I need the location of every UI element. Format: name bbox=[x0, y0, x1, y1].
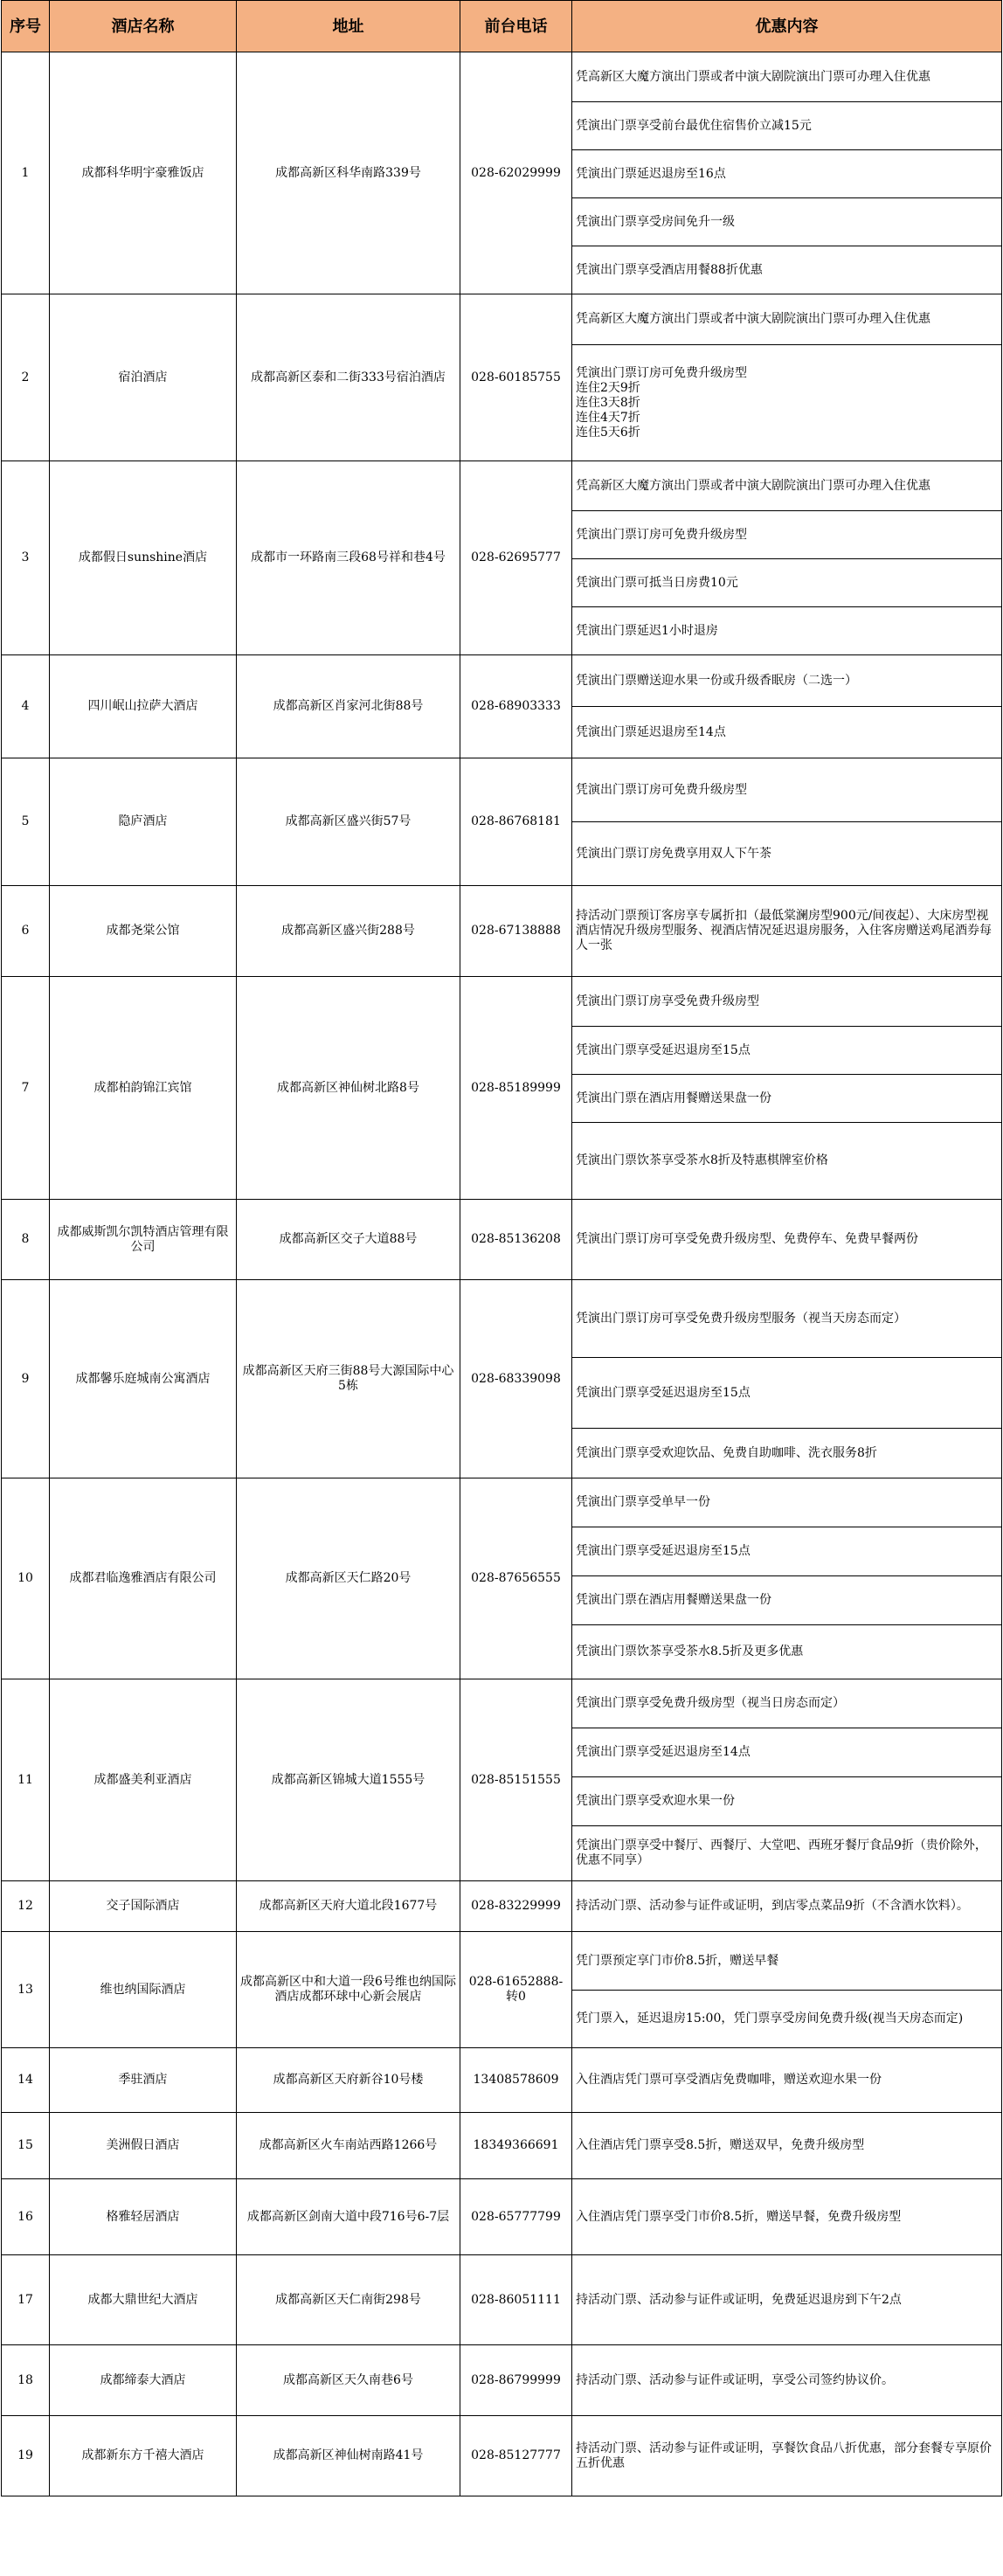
header-phone: 前台电话 bbox=[460, 1, 572, 52]
offer-item: 凭演出门票享受单早一份 bbox=[572, 1478, 1002, 1527]
hotel-phone: 028-83229999 bbox=[460, 1881, 572, 1932]
table-row bbox=[2, 1478, 1002, 1527]
row-number: 6 bbox=[2, 886, 50, 977]
hotel-phone: 028-85136208 bbox=[460, 1200, 572, 1280]
offer-item: 凭演出门票在酒店用餐赠送果盘一份 bbox=[572, 1576, 1002, 1625]
header-hotel-name: 酒店名称 bbox=[50, 1, 237, 52]
row-number: 8 bbox=[2, 1200, 50, 1280]
offer-item: 持活动门票预订客房享专属折扣（最低棠澜房型900元/间夜起）、大床房型视酒店情况升级房型服务、视酒店情况延迟退房服务，入住客房赠送鸡尾酒券每人一张 bbox=[572, 886, 1002, 977]
hotel-name: 美洲假日酒店 bbox=[50, 2113, 237, 2179]
offer-item: 凭门票预定享门市价8.5折，赠送早餐 bbox=[572, 1932, 1002, 1991]
hotel-phone: 028-67138888 bbox=[460, 886, 572, 977]
row-number: 16 bbox=[2, 2179, 50, 2255]
hotel-phone: 028-60185755 bbox=[460, 294, 572, 461]
hotel-address: 成都高新区交子大道88号 bbox=[237, 1200, 460, 1280]
table-row bbox=[2, 2255, 1002, 2345]
row-number: 3 bbox=[2, 461, 50, 655]
offer-item: 凭演出门票享受房间免升一级 bbox=[572, 198, 1002, 246]
offer-item: 凭演出门票延迟退房至14点 bbox=[572, 707, 1002, 758]
table-row bbox=[2, 758, 1002, 822]
hotel-address: 成都高新区泰和二街333号宿泊酒店 bbox=[237, 294, 460, 461]
hotel-name: 成都威斯凯尔凯特酒店管理有限公司 bbox=[50, 1200, 237, 1280]
hotel-address: 成都高新区盛兴街288号 bbox=[237, 886, 460, 977]
hotel-phone: 13408578609 bbox=[460, 2048, 572, 2113]
offer-item: 凭演出门票延迟退房至16点 bbox=[572, 150, 1002, 198]
row-number: 14 bbox=[2, 2048, 50, 2113]
offer-item: 凭演出门票订房可免费升级房型 bbox=[572, 758, 1002, 822]
hotel-name: 宿泊酒店 bbox=[50, 294, 237, 461]
header-address: 地址 bbox=[237, 1, 460, 52]
offer-item: 凭演出门票延迟1小时退房 bbox=[572, 607, 1002, 655]
offer-item: 凭演出门票饮茶享受茶水8.5折及更多优惠 bbox=[572, 1625, 1002, 1679]
row-number: 5 bbox=[2, 758, 50, 886]
hotel-name: 成都科华明宇豪雅饭店 bbox=[50, 52, 237, 294]
offer-item: 凭门票入，延迟退房15:00，凭门票享受房间免费升级(视当天房态而定) bbox=[572, 1991, 1002, 2048]
hotel-address: 成都高新区中和大道一段6号维也纳国际酒店成都环球中心新会展店 bbox=[237, 1932, 460, 2048]
offer-item: 凭演出门票享受延迟退房至15点 bbox=[572, 1027, 1002, 1075]
hotel-address: 成都高新区天仁路20号 bbox=[237, 1478, 460, 1679]
hotel-name: 成都假日sunshine酒店 bbox=[50, 461, 237, 655]
hotel-phone: 028-85127777 bbox=[460, 2416, 572, 2496]
offer-item: 持活动门票、活动参与证件或证明，免费延迟退房到下午2点 bbox=[572, 2255, 1002, 2345]
hotel-address: 成都高新区天久南巷6号 bbox=[237, 2345, 460, 2416]
offer-item: 凭演出门票享受欢迎饮品、免费自助咖啡、洗衣服务8折 bbox=[572, 1429, 1002, 1478]
offer-item: 凭演出门票享受欢迎水果一份 bbox=[572, 1777, 1002, 1826]
table-body bbox=[2, 52, 1002, 2496]
offer-item: 持活动门票、活动参与证件或证明，到店零点菜品9折（不含酒水饮料）。 bbox=[572, 1881, 1002, 1932]
hotel-phone: 028-86051111 bbox=[460, 2255, 572, 2345]
hotel-address: 成都高新区神仙树北路8号 bbox=[237, 977, 460, 1200]
table-row bbox=[2, 655, 1002, 707]
hotel-name: 成都大鼎世纪大酒店 bbox=[50, 2255, 237, 2345]
row-number: 13 bbox=[2, 1932, 50, 2048]
hotel-address: 成都高新区剑南大道中段716号6-7层 bbox=[237, 2179, 460, 2255]
hotel-discount-table bbox=[1, 0, 1002, 2496]
row-number: 19 bbox=[2, 2416, 50, 2496]
hotel-address: 成都高新区火车南站西路1266号 bbox=[237, 2113, 460, 2179]
offer-item: 凭演出门票享受延迟退房至14点 bbox=[572, 1728, 1002, 1777]
row-number: 7 bbox=[2, 977, 50, 1200]
offer-item: 凭演出门票享受免费升级房型（视当日房态而定） bbox=[572, 1679, 1002, 1728]
offer-item: 凭演出门票订房可免费升级房型 bbox=[572, 511, 1002, 559]
table-header-row bbox=[2, 1, 1002, 52]
row-number: 12 bbox=[2, 1881, 50, 1932]
table-row bbox=[2, 52, 1002, 102]
row-number: 9 bbox=[2, 1280, 50, 1478]
offer-item: 凭高新区大魔方演出门票或者中演大剧院演出门票可办理入住优惠 bbox=[572, 461, 1002, 511]
header-offer: 优惠内容 bbox=[572, 1, 1002, 52]
hotel-phone: 028-86799999 bbox=[460, 2345, 572, 2416]
row-number: 11 bbox=[2, 1679, 50, 1881]
hotel-name: 成都盛美利亚酒店 bbox=[50, 1679, 237, 1881]
table-row bbox=[2, 2113, 1002, 2179]
row-number: 1 bbox=[2, 52, 50, 294]
offer-item: 入住酒店凭门票可享受酒店免费咖啡，赠送欢迎水果一份 bbox=[572, 2048, 1002, 2113]
table-row bbox=[2, 1200, 1002, 1280]
hotel-name: 四川岷山拉萨大酒店 bbox=[50, 655, 237, 758]
offer-item: 凭演出门票订房可免费升级房型 连住2天9折 连住3天8折 连住4天7折 连住5天6折 bbox=[572, 345, 1002, 461]
hotel-name: 成都尧棠公馆 bbox=[50, 886, 237, 977]
hotel-phone: 028-61652888-转0 bbox=[460, 1932, 572, 2048]
hotel-phone: 028-65777799 bbox=[460, 2179, 572, 2255]
hotel-name: 成都柏韵锦江宾馆 bbox=[50, 977, 237, 1200]
offer-item: 入住酒店凭门票享受门市价8.5折，赠送早餐，免费升级房型 bbox=[572, 2179, 1002, 2255]
hotel-name: 交子国际酒店 bbox=[50, 1881, 237, 1932]
table-row bbox=[2, 461, 1002, 511]
offer-item: 持活动门票、活动参与证件或证明，享餐饮食品八折优惠，部分套餐专享原价五折优惠 bbox=[572, 2416, 1002, 2496]
hotel-name: 维也纳国际酒店 bbox=[50, 1932, 237, 2048]
hotel-phone: 028-68339098 bbox=[460, 1280, 572, 1478]
hotel-name: 成都馨乐庭城南公寓酒店 bbox=[50, 1280, 237, 1478]
offer-item: 凭演出门票享受中餐厅、西餐厅、大堂吧、西班牙餐厅食品9折（贵价除外，优惠不同享） bbox=[572, 1826, 1002, 1881]
hotel-address: 成都高新区锦城大道1555号 bbox=[237, 1679, 460, 1881]
hotel-address: 成都高新区盛兴街57号 bbox=[237, 758, 460, 886]
table-row bbox=[2, 2048, 1002, 2113]
hotel-phone: 028-86768181 bbox=[460, 758, 572, 886]
hotel-phone: 028-62695777 bbox=[460, 461, 572, 655]
hotel-name: 格雅轻居酒店 bbox=[50, 2179, 237, 2255]
offer-item: 凭演出门票订房享受免费升级房型 bbox=[572, 977, 1002, 1027]
hotel-address: 成都市一环路南三段68号祥和巷4号 bbox=[237, 461, 460, 655]
hotel-address: 成都高新区天府大道北段1677号 bbox=[237, 1881, 460, 1932]
offer-item: 入住酒店凭门票享受8.5折，赠送双早，免费升级房型 bbox=[572, 2113, 1002, 2179]
table-row bbox=[2, 2345, 1002, 2416]
table-row bbox=[2, 2179, 1002, 2255]
hotel-name: 季驻酒店 bbox=[50, 2048, 237, 2113]
hotel-phone: 028-68903333 bbox=[460, 655, 572, 758]
header-no: 序号 bbox=[2, 1, 50, 52]
row-number: 17 bbox=[2, 2255, 50, 2345]
hotel-name: 成都君临逸雅酒店有限公司 bbox=[50, 1478, 237, 1679]
offer-item: 凭演出门票赠送迎水果一份或升级香眠房（二选一） bbox=[572, 655, 1002, 707]
hotel-phone: 028-87656555 bbox=[460, 1478, 572, 1679]
offer-item: 凭演出门票饮茶享受茶水8折及特惠棋牌室价格 bbox=[572, 1123, 1002, 1200]
table-row bbox=[2, 294, 1002, 345]
row-number: 18 bbox=[2, 2345, 50, 2416]
offer-item: 持活动门票、活动参与证件或证明，享受公司签约协议价。 bbox=[572, 2345, 1002, 2416]
table-row bbox=[2, 1932, 1002, 1991]
offer-item: 凭演出门票订房可享受免费升级房型、免费停车、免费早餐两份 bbox=[572, 1200, 1002, 1280]
hotel-name: 成都缔泰大酒店 bbox=[50, 2345, 237, 2416]
table-row bbox=[2, 1679, 1002, 1728]
hotel-phone: 18349366691 bbox=[460, 2113, 572, 2179]
hotel-address: 成都高新区神仙树南路41号 bbox=[237, 2416, 460, 2496]
offer-item: 凭演出门票享受延迟退房至15点 bbox=[572, 1358, 1002, 1429]
offer-item: 凭演出门票享受酒店用餐88折优惠 bbox=[572, 246, 1002, 294]
row-number: 10 bbox=[2, 1478, 50, 1679]
offer-item: 凭高新区大魔方演出门票或者中演大剧院演出门票可办理入住优惠 bbox=[572, 52, 1002, 102]
hotel-address: 成都高新区肖家河北街88号 bbox=[237, 655, 460, 758]
hotel-name: 成都新东方千禧大酒店 bbox=[50, 2416, 237, 2496]
hotel-address: 成都高新区天府新谷10号楼 bbox=[237, 2048, 460, 2113]
hotel-name: 隐庐酒店 bbox=[50, 758, 237, 886]
hotel-phone: 028-62029999 bbox=[460, 52, 572, 294]
table-row bbox=[2, 977, 1002, 1027]
table-row bbox=[2, 2416, 1002, 2496]
row-number: 2 bbox=[2, 294, 50, 461]
offer-item: 凭高新区大魔方演出门票或者中演大剧院演出门票可办理入住优惠 bbox=[572, 294, 1002, 345]
offer-item: 凭演出门票可抵当日房费10元 bbox=[572, 559, 1002, 607]
offer-item: 凭演出门票订房可享受免费升级房型服务（视当天房态而定） bbox=[572, 1280, 1002, 1358]
offer-item: 凭演出门票享受前台最优住宿售价立减15元 bbox=[572, 102, 1002, 150]
hotel-address: 成都高新区天府三街88号大源国际中心5栋 bbox=[237, 1280, 460, 1478]
table-row bbox=[2, 1280, 1002, 1358]
table-row bbox=[2, 886, 1002, 977]
row-number: 4 bbox=[2, 655, 50, 758]
hotel-phone: 028-85151555 bbox=[460, 1679, 572, 1881]
row-number: 15 bbox=[2, 2113, 50, 2179]
hotel-address: 成都高新区天仁南街298号 bbox=[237, 2255, 460, 2345]
hotel-phone: 028-85189999 bbox=[460, 977, 572, 1200]
offer-item: 凭演出门票在酒店用餐赠送果盘一份 bbox=[572, 1075, 1002, 1123]
hotel-address: 成都高新区科华南路339号 bbox=[237, 52, 460, 294]
offer-item: 凭演出门票享受延迟退房至15点 bbox=[572, 1527, 1002, 1576]
table-row bbox=[2, 1881, 1002, 1932]
offer-item: 凭演出门票订房免费享用双人下午茶 bbox=[572, 822, 1002, 886]
